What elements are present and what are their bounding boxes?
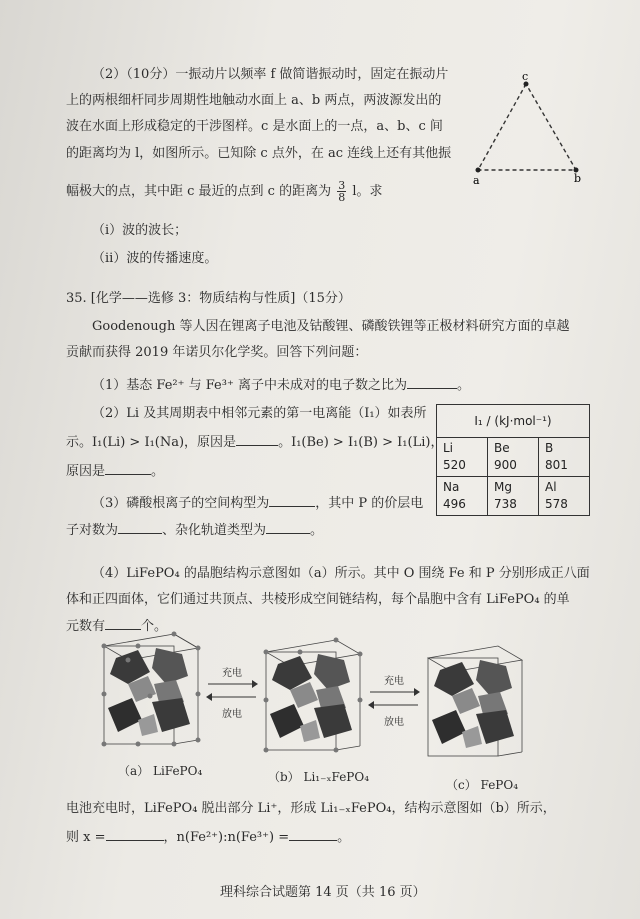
crystal-structure-a [98, 628, 202, 752]
label-b: b [574, 172, 582, 185]
crystal-structure-b [260, 634, 364, 758]
charge-label-2: 充电 [384, 676, 404, 687]
physics-line-5a: 幅极大的点，其中距 c 最近的点到 c 的距离为 [66, 184, 332, 199]
table-cell [437, 438, 488, 477]
q35-sub-2c-text: 。I₁(Be) > I₁(B) > I₁(Li)， [278, 435, 444, 450]
crystal-structure-c [422, 640, 526, 764]
answer-blank-2 [236, 433, 278, 446]
q35-sub-5b-text: 则 x = [66, 830, 106, 845]
element-value: 520 [443, 458, 466, 472]
answer-blank-1 [407, 376, 457, 389]
page-footer: 理科综合试题第 14 页（共 16 页） [220, 885, 426, 900]
q35-sub-3d-text: 、杂化轨道类型为 [162, 523, 267, 538]
element-value: 578 [545, 497, 568, 511]
caption-a: （a） LiFePO₄ [118, 764, 203, 778]
q35-sub-4b: 体和正四面体，它们通过共顶点、共棱形成空间链结构，每个晶胞中含有 LiFePO₄ 的单 [66, 592, 570, 607]
answer-blank-3 [105, 462, 151, 475]
q35-sub-3a-text: （3）磷酸根离子的空间构型为 [92, 496, 270, 511]
q35-sub-4a: （4）LiFePO₄ 的晶胞结构示意图如（a）所示。其中 O 围绕 Fe 和 P 分别形成正八面 [92, 566, 590, 581]
element-symbol: Be [494, 441, 510, 455]
element-value: 900 [494, 458, 517, 472]
label-c: c [522, 70, 529, 83]
q35-sub-2d-text: 原因是 [66, 464, 106, 479]
q35-sub-3a [92, 494, 423, 513]
table-cell [488, 438, 539, 477]
answer-blank-9 [289, 828, 337, 841]
right-arrow-icon [368, 687, 420, 697]
q35-sub-3b-text: ，其中 P 的价层电 [315, 496, 424, 511]
physics-line-5b: l。求 [352, 184, 383, 199]
table-row [437, 477, 590, 516]
q35-sub-4d-text: 个。 [141, 619, 168, 634]
q35-sub-2d: 原因是 。 [66, 464, 165, 479]
physics-line-3: 波在水面上形成稳定的干涉图样。c 是水面上的一点，a、b、c 间 [66, 119, 443, 134]
answer-blank-8 [106, 828, 164, 841]
left-arrow-icon [206, 692, 258, 702]
element-symbol: Al [545, 480, 557, 494]
q35-sub-5a: 电池充电时，LiFePO₄ 脱出部分 Li⁺，形成 Li₁₋ₓFePO₄，结构示意图如（b）所示， [66, 801, 556, 816]
fraction-3-8 [337, 180, 346, 203]
element-value: 496 [443, 497, 466, 511]
caption-b: （b） Li₁₋ₓFePO₄ [268, 770, 370, 784]
q35-sub-2b-text: 示。I₁(Li) > I₁(Na)，原因是 [66, 435, 237, 450]
fraction-denominator: 8 [338, 191, 346, 204]
q35-intro-2: 贡献而获得 2019 年诺贝尔化学奖。回答下列问题： [66, 345, 368, 360]
physics-line-4: 的距离均为 l，如图所示。已知除 c 点外，在 ac 连线上还有其他振 [66, 146, 452, 161]
element-symbol: Mg [494, 480, 512, 494]
arrow-group-2 [368, 672, 420, 728]
element-symbol: Na [443, 480, 460, 494]
q35-sub-5b: 则 x = ，n(Fe²⁺):n(Fe³⁺) = 。 [66, 830, 351, 845]
ionization-energy-table [436, 404, 590, 516]
label-a: a [473, 174, 480, 187]
table-header: I₁ / (kJ·mol⁻¹) [437, 405, 590, 438]
arrow-group-1 [206, 664, 258, 720]
table-cell [539, 477, 590, 516]
physics-line-2: 上的两根细杆同步周期性地触动水面上 a、b 两点，两波源发出的 [66, 93, 442, 108]
discharge-label-1: 放电 [222, 709, 242, 720]
element-value: 738 [494, 497, 517, 511]
triangle-dashed-outline [478, 84, 576, 170]
answer-blank-5 [118, 521, 162, 534]
left-arrow-icon [368, 700, 420, 710]
physics-question-ii: （ii）波的传播速度。 [92, 251, 218, 266]
table-row [437, 438, 590, 477]
discharge-label-2: 放电 [384, 717, 404, 728]
point-a [476, 168, 481, 173]
caption-c: （c） FePO₄ [446, 778, 519, 792]
answer-blank-6 [266, 521, 310, 534]
charge-label-1: 充电 [222, 668, 242, 679]
table-cell [488, 477, 539, 516]
element-symbol: B [545, 441, 554, 455]
q35-title: 35. [化学——选修 3：物质结构与性质]（15分） [66, 291, 351, 306]
q35-sub-4c-text: 元数有 [66, 619, 106, 634]
answer-blank-4 [269, 494, 315, 507]
element-symbol: Li [443, 441, 454, 455]
table-cell [437, 477, 488, 516]
physics-question-i: （i）波的波长； [92, 223, 188, 238]
right-arrow-icon [206, 679, 258, 689]
q35-intro-1: Goodenough 等人因在锂离子电池及钴酸锂、磷酸铁锂等正极材料研究方面的卓越 [92, 319, 570, 334]
physics-line-5 [66, 180, 383, 203]
q35-sub-1: （1）基态 Fe²⁺ 与 Fe³⁺ 离子中未成对的电子数之比为 。 [92, 378, 470, 393]
q35-sub-3c: 子对数为 、杂化轨道类型为 。 [66, 523, 324, 538]
q35-sub-3c-text: 子对数为 [66, 523, 119, 538]
triangle-diagram [470, 70, 600, 190]
table-cell [539, 438, 590, 477]
q35-sub-2b [66, 433, 443, 452]
q35-sub-5c-text: ，n(Fe²⁺):n(Fe³⁺) = [163, 830, 290, 845]
element-value: 801 [545, 458, 568, 472]
physics-line-1: （2）（10分）一振动片以频率 f 做简谐振动时，固定在振动片 [92, 67, 449, 82]
fraction-numerator: 3 [338, 179, 346, 192]
q35-sub-2a: （2）Li 及其周期表中相邻元素的第一电离能（I₁）如表所 [92, 406, 427, 421]
q35-sub-1-text: （1）基态 Fe²⁺ 与 Fe³⁺ 离子中未成对的电子数之比为 [92, 378, 407, 393]
